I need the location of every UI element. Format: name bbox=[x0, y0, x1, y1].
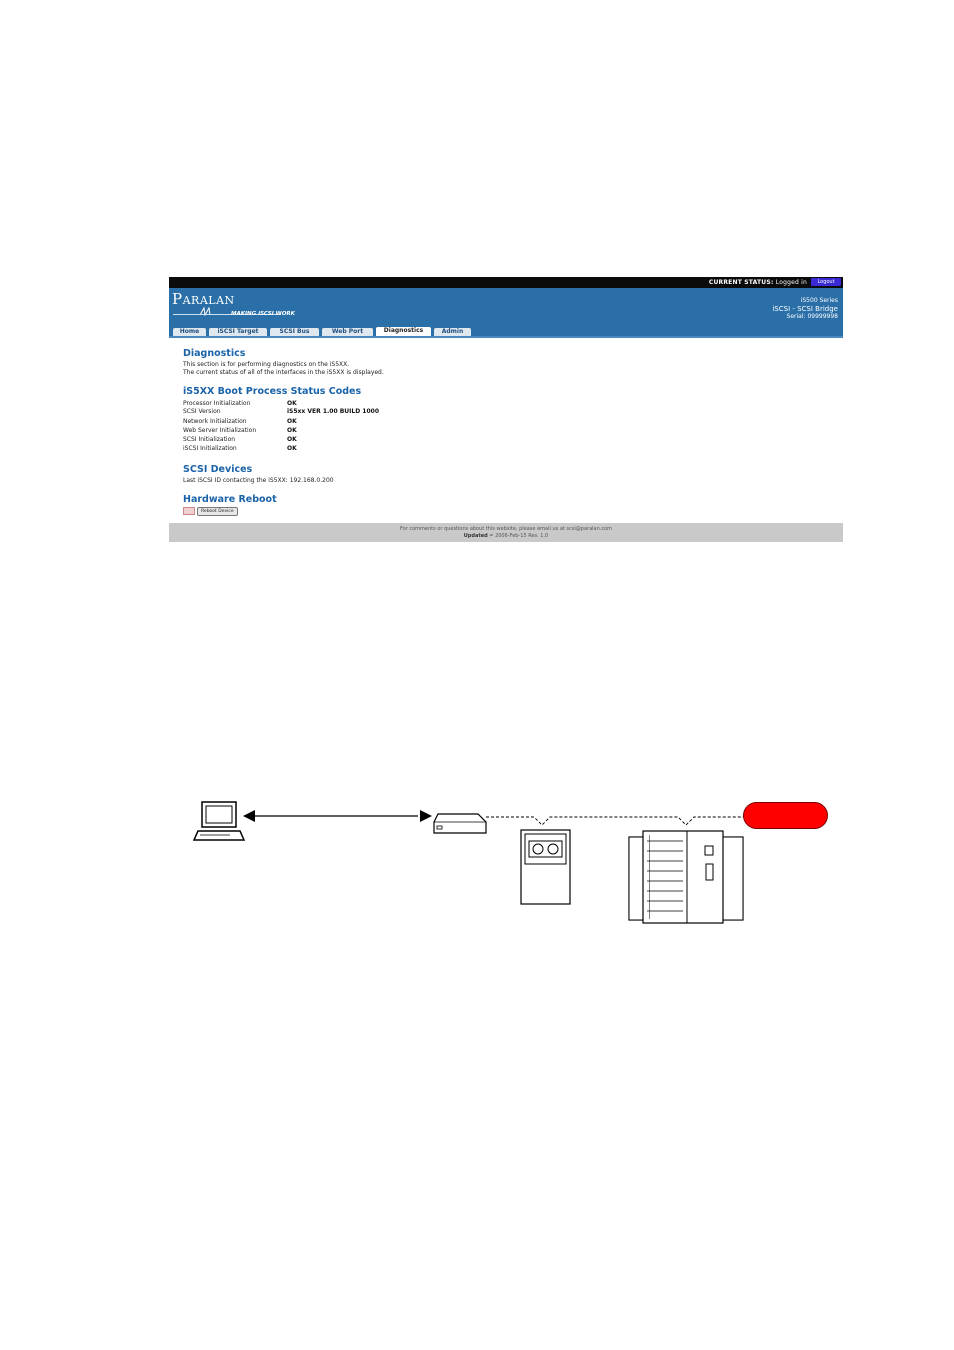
status-row-value: OK bbox=[287, 418, 297, 425]
diagnostics-desc-2: The current status of all of the interfaces in the iS5XX is displayed. bbox=[183, 369, 384, 376]
status-row-label: SCSI Version bbox=[183, 408, 221, 415]
product-series: iS500 Series bbox=[800, 297, 838, 304]
status-bar bbox=[169, 277, 843, 288]
status-row-value: OK bbox=[287, 427, 297, 434]
footer-updated bbox=[169, 533, 843, 539]
paralan-logo bbox=[172, 290, 235, 308]
reboot-device-button[interactable]: Reboot Device bbox=[197, 507, 238, 516]
status-text bbox=[709, 279, 807, 286]
reboot-confirm-checkbox[interactable] bbox=[183, 507, 195, 515]
product-serial: Serial: 09999998 bbox=[786, 313, 838, 320]
diagnostics-title: Diagnostics bbox=[183, 348, 246, 359]
footer-contact: For comments or questions about this website, please email us at scsi@paralan.com bbox=[399, 526, 613, 532]
footer-updated-value: = 2006-Feb-15 Rev. 1.0 bbox=[487, 533, 549, 539]
topology-diagram bbox=[190, 795, 830, 925]
computer-icon bbox=[194, 802, 244, 840]
product-info bbox=[772, 297, 838, 321]
page-footer bbox=[169, 523, 843, 542]
bridge-device-icon bbox=[434, 814, 486, 833]
diagnostics-desc-1: This section is for performing diagnostics on the iS5XX. bbox=[183, 361, 350, 368]
logo-tagline: MAKING iSCSI WORK bbox=[231, 311, 295, 317]
scsi-devices-text: Last iSCSI ID contacting the iS5XX: 192.168.0.200 bbox=[183, 477, 334, 484]
logout-button[interactable]: Logout bbox=[811, 278, 841, 286]
tab-bar bbox=[169, 323, 843, 338]
status-row-value: iS5xx VER 1.00 BUILD 1000 bbox=[287, 408, 379, 415]
storage-array-icon bbox=[629, 831, 743, 923]
status-row-value: OK bbox=[287, 445, 297, 452]
tab-admin[interactable]: Admin bbox=[434, 328, 471, 336]
diagram-canvas bbox=[190, 795, 830, 925]
status-value: Logged in bbox=[775, 279, 807, 286]
scsi-terminator bbox=[743, 802, 828, 829]
product-name: iSCSI - SCSI Bridge bbox=[772, 305, 838, 313]
footer-updated-label: Updated bbox=[463, 533, 488, 539]
status-row-value: OK bbox=[287, 436, 297, 443]
scsi-devices-title: SCSI Devices bbox=[183, 464, 253, 475]
status-row-label: Web Server Initialization bbox=[183, 427, 257, 434]
status-row-label: SCSI Initialization bbox=[183, 436, 236, 443]
tab-web-port[interactable]: Web Port bbox=[322, 328, 373, 336]
logo-text: Paralan bbox=[172, 290, 235, 308]
status-row-label: Network Initialization bbox=[183, 418, 247, 425]
ethernet-link bbox=[243, 810, 432, 822]
status-row-label: iSCSI Initialization bbox=[183, 445, 237, 452]
hardware-reboot-title: Hardware Reboot bbox=[183, 494, 277, 505]
tab-diagnostics[interactable]: Diagnostics bbox=[376, 327, 431, 336]
web-ui-screenshot bbox=[169, 277, 843, 542]
header-banner bbox=[169, 288, 843, 323]
status-row-label: Processor Initialization bbox=[183, 400, 251, 407]
tab-scsi-bus[interactable]: SCSI Bus bbox=[270, 328, 319, 336]
boot-status-title: iS5XX Boot Process Status Codes bbox=[183, 386, 362, 397]
scsi-bus-line bbox=[486, 817, 744, 825]
tape-drive-icon bbox=[521, 830, 570, 904]
status-label: CURRENT STATUS: bbox=[708, 279, 774, 286]
tab-home[interactable]: Home bbox=[173, 328, 206, 336]
tab-iscsi-target[interactable]: iSCSI Target bbox=[209, 328, 267, 336]
status-row-value: OK bbox=[287, 400, 297, 407]
